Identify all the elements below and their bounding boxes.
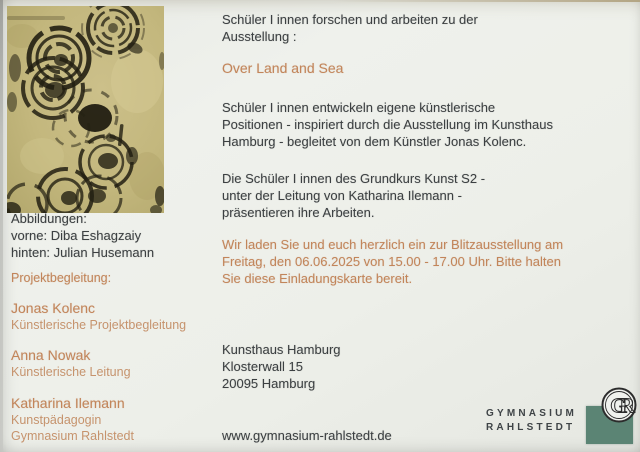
intro-paragraph — [222, 11, 478, 45]
credit-name-katharina-ilemann: Katharina Ilemann — [11, 395, 125, 411]
address-line: Klosterwall 15 — [222, 359, 303, 374]
caption-line: vorne: Diba Eshagzaiy — [11, 228, 142, 243]
school-name-line: RAHLSTEDT — [486, 421, 576, 433]
intro-line: Schüler I innen forschen und arbeiten zu der — [222, 12, 478, 27]
artwork-caption — [11, 210, 154, 261]
invitation-line: Sie diese Einladungskarte bereit. — [222, 271, 413, 286]
caption-line: hinten: Julian Husemann — [11, 245, 155, 260]
credit-name-jonas-kolenc: Jonas Kolenc — [11, 300, 96, 316]
project-support-label: Projektbegleitung: — [11, 271, 112, 285]
address-line: Kunsthaus Hamburg — [222, 342, 341, 357]
paragraph-line: unter der Leitung von Katharina Ilemann - — [222, 188, 462, 203]
paragraph-line: Hamburg - begleitet von dem Künstler Jonas Kolenc. — [222, 134, 527, 149]
intro-line: Ausstellung : — [222, 29, 297, 44]
venue-address — [222, 341, 341, 392]
school-name — [486, 407, 577, 434]
photo-edge — [0, 0, 3, 452]
paragraph-line: präsentieren ihre Arbeiten. — [222, 205, 375, 220]
exhibition-title: Over Land and Sea — [222, 60, 344, 76]
artwork-image — [7, 6, 164, 213]
school-name-line: GYMNASIUM — [486, 408, 578, 419]
credit-role: Künstlerische Projektbegleitung — [11, 318, 187, 332]
credit-name-anna-nowak: Anna Nowak — [11, 347, 91, 363]
paragraph-line: Positionen - inspiriert durch die Ausstellung im Kunsthaus — [222, 117, 553, 132]
invitation-line: Freitag, den 06.06.2025 von 15.00 - 17.00 Uhr. Bitte halten — [222, 254, 561, 269]
address-line: 20095 Hamburg — [222, 376, 316, 391]
credit-role: Künstlerische Leitung — [11, 365, 131, 379]
photo-edge — [333, 0, 640, 2]
credit-role: Kunstpädagogin — [11, 413, 102, 427]
caption-line: Abbildungen: — [11, 211, 87, 226]
paragraph-line: Die Schüler I innen des Grundkurs Kunst S2 - — [222, 171, 486, 186]
invitation-line: Wir laden Sie und euch herzlich ein zur Blitzausstellung am — [222, 237, 564, 252]
paragraph-line: Schüler I innen entwickeln eigene künstlerische — [222, 100, 496, 115]
course-paragraph — [222, 170, 485, 221]
invitation-paragraph — [222, 236, 563, 287]
credit-org: Gymnasium Rahlstedt — [11, 429, 134, 443]
logo-monogram: GR — [610, 393, 628, 418]
website-url: www.gymnasium-rahlstedt.de — [222, 428, 392, 443]
school-logo-emblem — [600, 386, 638, 424]
artistic-positions-paragraph — [222, 99, 553, 150]
